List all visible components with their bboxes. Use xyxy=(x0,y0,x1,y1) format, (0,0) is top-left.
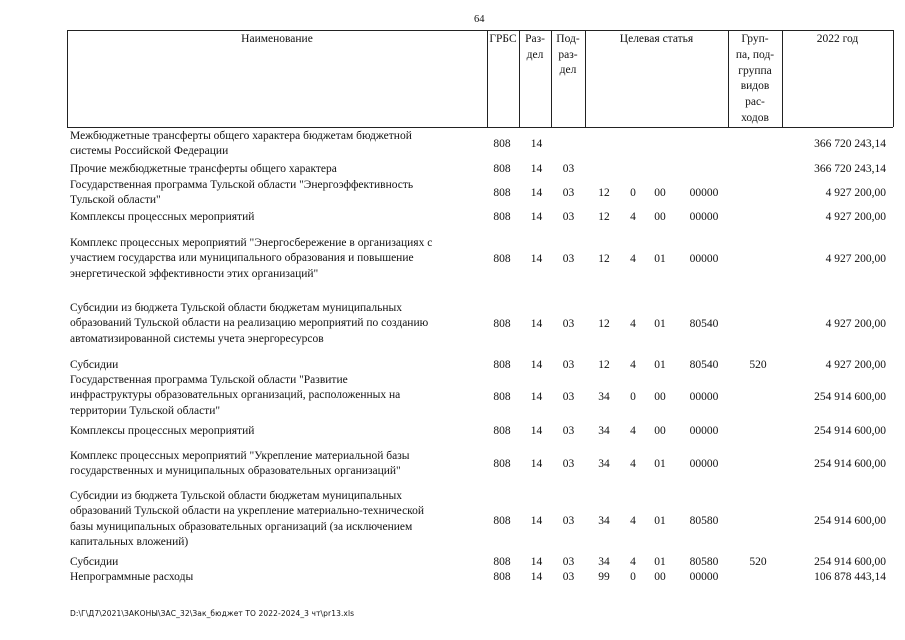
cell-program: 99 xyxy=(598,571,610,583)
cell-podrazdel: 03 xyxy=(562,571,575,583)
cell-event: 01 xyxy=(654,253,666,265)
cell-subprogram: 4 xyxy=(630,556,636,568)
cell-sum: 254 914 600,00 xyxy=(814,391,886,403)
header-tselevaya-statya: Целевая статья xyxy=(619,33,694,45)
cell-direction: 00000 xyxy=(689,458,719,470)
cell-sum: 4 927 200,00 xyxy=(825,253,886,265)
cell-podrazdel: 03 xyxy=(562,515,575,527)
cell-subprogram: 0 xyxy=(630,571,636,583)
page-number: 64 xyxy=(474,14,485,25)
cell-program: 12 xyxy=(598,187,610,199)
cell-sum: 4 927 200,00 xyxy=(825,211,886,223)
cell-razdel: 14 xyxy=(530,515,543,527)
cell-razdel: 14 xyxy=(530,211,543,223)
cell-subprogram: 4 xyxy=(630,318,636,330)
row-name: Субсидии xyxy=(70,556,119,568)
cell-podrazdel: 03 xyxy=(562,425,575,437)
cell-podrazdel: 03 xyxy=(562,556,575,568)
header-razdel: Раз- дел xyxy=(525,33,545,61)
cell-podrazdel: 03 xyxy=(562,318,575,330)
cell-sum: 4 927 200,00 xyxy=(825,359,886,371)
cell-direction: 00000 xyxy=(689,211,719,223)
header-grbs: ГРБС xyxy=(489,33,517,45)
cell-razdel: 14 xyxy=(530,391,543,403)
cell-podrazdel: 03 xyxy=(562,359,575,371)
cell-podrazdel: 03 xyxy=(562,253,575,265)
cell-program: 34 xyxy=(598,556,610,568)
cell-event: 01 xyxy=(654,556,666,568)
header-name: Наименование xyxy=(241,33,313,45)
cell-program: 12 xyxy=(598,359,610,371)
cell-expense-type: 520 xyxy=(749,359,767,371)
cell-grbs: 808 xyxy=(493,556,511,568)
header-gruppa-vidov: Груп- па, под- группа видов рас- ходов xyxy=(735,33,775,124)
row-name: Межбюджетные трансферты общего характера бюджетам бюджетной системы Российской Федерации xyxy=(70,130,412,158)
cell-subprogram: 0 xyxy=(630,391,636,403)
cell-sum: 4 927 200,00 xyxy=(825,318,886,330)
row-name: Субсидии xyxy=(70,359,119,371)
cell-sum: 366 720 243,14 xyxy=(814,163,886,175)
cell-grbs: 808 xyxy=(493,138,511,150)
cell-razdel: 14 xyxy=(530,556,543,568)
cell-grbs: 808 xyxy=(493,163,511,175)
file-path-footer: D:\Г\Д7\2021\ЗАКОНЫ\ЗАС_32\Зак_бюджет ТО 2022-2024_3 чт\pr13.xls xyxy=(70,609,355,618)
cell-event: 01 xyxy=(654,515,666,527)
cell-direction: 00000 xyxy=(689,253,719,265)
cell-sum: 4 927 200,00 xyxy=(825,187,886,199)
cell-program: 12 xyxy=(598,318,610,330)
cell-grbs: 808 xyxy=(493,359,511,371)
cell-sum: 366 720 243,14 xyxy=(814,138,886,150)
cell-razdel: 14 xyxy=(530,138,543,150)
cell-direction: 80540 xyxy=(689,318,719,330)
cell-subprogram: 4 xyxy=(630,458,636,470)
cell-podrazdel: 03 xyxy=(562,458,575,470)
row-name: Прочие межбюджетные трансферты общего характера xyxy=(70,163,337,175)
cell-podrazdel: 03 xyxy=(562,187,575,199)
row-name: Субсидии из бюджета Тульской области бюджетам муниципальных образований Тульской области на реализацию мероприятий по созданию автоматизированной системы учета энергоресурсов xyxy=(70,302,429,345)
cell-razdel: 14 xyxy=(530,253,543,265)
cell-razdel: 14 xyxy=(530,571,543,583)
cell-razdel: 14 xyxy=(530,187,543,199)
header-top-border xyxy=(67,30,893,31)
cell-program: 12 xyxy=(598,211,610,223)
cell-podrazdel: 03 xyxy=(562,391,575,403)
cell-grbs: 808 xyxy=(493,571,511,583)
row-name: Государственная программа Тульской области "Развитие инфраструктуры образовательных организаций, расположенных на территории Тульской области" xyxy=(70,374,401,417)
cell-event: 00 xyxy=(654,391,666,403)
cell-grbs: 808 xyxy=(493,515,511,527)
cell-event: 00 xyxy=(654,187,666,199)
cell-grbs: 808 xyxy=(493,253,511,265)
row-name: Субсидии из бюджета Тульской области бюджетам муниципальных образований Тульской области на укрепление материально-технической базы муниципальных образовательных организаций (за исключением капитальных вложений) xyxy=(70,490,425,548)
cell-grbs: 808 xyxy=(493,391,511,403)
col-divider xyxy=(893,30,894,127)
cell-grbs: 808 xyxy=(493,425,511,437)
cell-grbs: 808 xyxy=(493,211,511,223)
cell-expense-type: 520 xyxy=(749,556,767,568)
header-podrazdel: Под- раз- дел xyxy=(556,33,580,76)
cell-subprogram: 4 xyxy=(630,359,636,371)
cell-sum: 254 914 600,00 xyxy=(814,515,886,527)
row-name: Комплексы процессных мероприятий xyxy=(70,425,255,437)
cell-razdel: 14 xyxy=(530,318,543,330)
cell-program: 34 xyxy=(598,425,610,437)
cell-program: 34 xyxy=(598,458,610,470)
cell-program: 34 xyxy=(598,515,610,527)
cell-podrazdel: 03 xyxy=(562,211,575,223)
cell-grbs: 808 xyxy=(493,187,511,199)
cell-event: 01 xyxy=(654,458,666,470)
cell-subprogram: 4 xyxy=(630,253,636,265)
row-name: Непрограммные расходы xyxy=(70,571,194,583)
cell-grbs: 808 xyxy=(493,458,511,470)
cell-event: 01 xyxy=(654,318,666,330)
row-name: Комплексы процессных мероприятий xyxy=(70,211,255,223)
cell-razdel: 14 xyxy=(530,163,543,175)
cell-sum: 254 914 600,00 xyxy=(814,556,886,568)
cell-sum: 254 914 600,00 xyxy=(814,458,886,470)
cell-subprogram: 4 xyxy=(630,515,636,527)
cell-subprogram: 4 xyxy=(630,425,636,437)
header-year-2022: 2022 год xyxy=(816,33,859,45)
cell-event: 00 xyxy=(654,425,666,437)
cell-direction: 00000 xyxy=(689,391,719,403)
row-name: Комплекс процессных мероприятий "Укрепление материальной базы государственных и муниципальных образовательных организаций" xyxy=(70,450,410,478)
header-bottom-border xyxy=(67,127,893,128)
cell-razdel: 14 xyxy=(530,425,543,437)
cell-direction: 80540 xyxy=(689,359,719,371)
row-name: Государственная программа Тульской области "Энергоэффективность Тульской области" xyxy=(70,179,414,207)
cell-direction: 00000 xyxy=(689,571,719,583)
cell-direction: 00000 xyxy=(689,187,719,199)
cell-direction: 80580 xyxy=(689,515,719,527)
cell-direction: 00000 xyxy=(689,425,719,437)
cell-direction: 80580 xyxy=(689,556,719,568)
cell-event: 00 xyxy=(654,571,666,583)
cell-event: 00 xyxy=(654,211,666,223)
cell-razdel: 14 xyxy=(530,458,543,470)
cell-event: 01 xyxy=(654,359,666,371)
cell-program: 34 xyxy=(598,391,610,403)
cell-subprogram: 0 xyxy=(630,187,636,199)
row-name: Комплекс процессных мероприятий "Энергосбережение в организациях с участием государства или муниципального образования и повышение энергетической эффективности этих организаций" xyxy=(70,237,433,280)
cell-podrazdel: 03 xyxy=(562,163,575,175)
cell-grbs: 808 xyxy=(493,318,511,330)
cell-razdel: 14 xyxy=(530,359,543,371)
cell-program: 12 xyxy=(598,253,610,265)
cell-subprogram: 4 xyxy=(630,211,636,223)
cell-sum: 254 914 600,00 xyxy=(814,425,886,437)
cell-sum: 106 878 443,14 xyxy=(814,571,886,583)
